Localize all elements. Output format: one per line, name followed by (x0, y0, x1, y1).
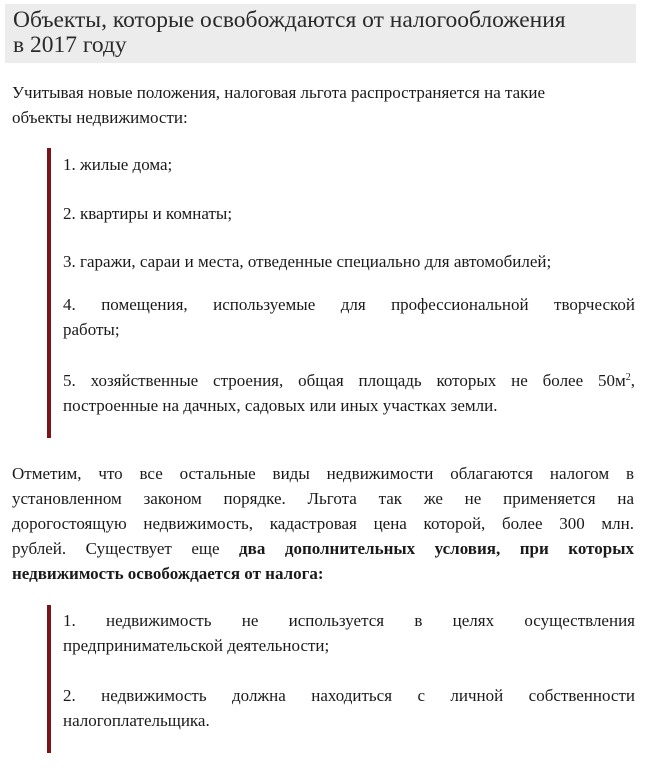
list-item-line: работы; (63, 320, 120, 339)
title-line-2: в 2017 году (13, 32, 127, 58)
title-line-1: Объекты, которые освобождаются от налогообложения (13, 7, 566, 33)
list-item (63, 368, 635, 418)
intro-paragraph (12, 80, 634, 130)
article-title (5, 4, 636, 63)
intro-line-1: Учитывая новые положения, налоговая льгота распространяется на такие (12, 83, 546, 102)
list-item (63, 608, 635, 658)
list-item: 2. квартиры и комнаты; (63, 204, 233, 223)
paragraph-line: установленном законом порядке. Льгота так же не применяется на (12, 489, 634, 508)
conditions-list (47, 605, 635, 753)
bold-text: два дополнительных условия, при которых (239, 539, 635, 558)
list-item: 3. гаражи, сараи и места, отведенные специально для автомобилей; (63, 252, 552, 271)
conditions-paragraph (12, 461, 634, 586)
exempt-objects-list (47, 148, 635, 438)
list-item-text: , (630, 371, 635, 390)
paragraph-text: рублей. Существует еще (12, 539, 240, 558)
paragraph-line: дорогостоящую недвижимость, кадастровая цена которой, более 300 млн. (12, 514, 634, 533)
list-item-line: 4. помещения, используемые для профессиональной творческой (63, 295, 635, 314)
list-item-line: предпринимательской деятельности; (63, 636, 330, 655)
list-item-text: 5. хозяйственные строения, общая площадь которых не более 50м (63, 371, 626, 390)
paragraph-line: Отметим, что все остальные виды недвижимости облагаются налогом в (12, 464, 634, 483)
list-item-line: 1. недвижимость не используется в целях осуществления (63, 611, 635, 630)
list-item-line: 2. недвижимость должна находиться с личной собственности (63, 686, 635, 705)
list-item: 1. жилые дома; (63, 155, 173, 174)
paragraph-line: недвижимость освобождается от налога: (12, 564, 324, 583)
list-item-line: налогоплательщика. (63, 711, 210, 730)
paragraph-line (12, 536, 634, 561)
superscript: 2 (625, 372, 631, 383)
list-item (63, 683, 635, 733)
list-item (63, 292, 635, 342)
intro-line-2: объекты недвижимости: (12, 108, 188, 127)
list-item-line (63, 368, 635, 393)
list-item-line: построенные на дачных, садовых или иных участках земли. (63, 396, 498, 415)
